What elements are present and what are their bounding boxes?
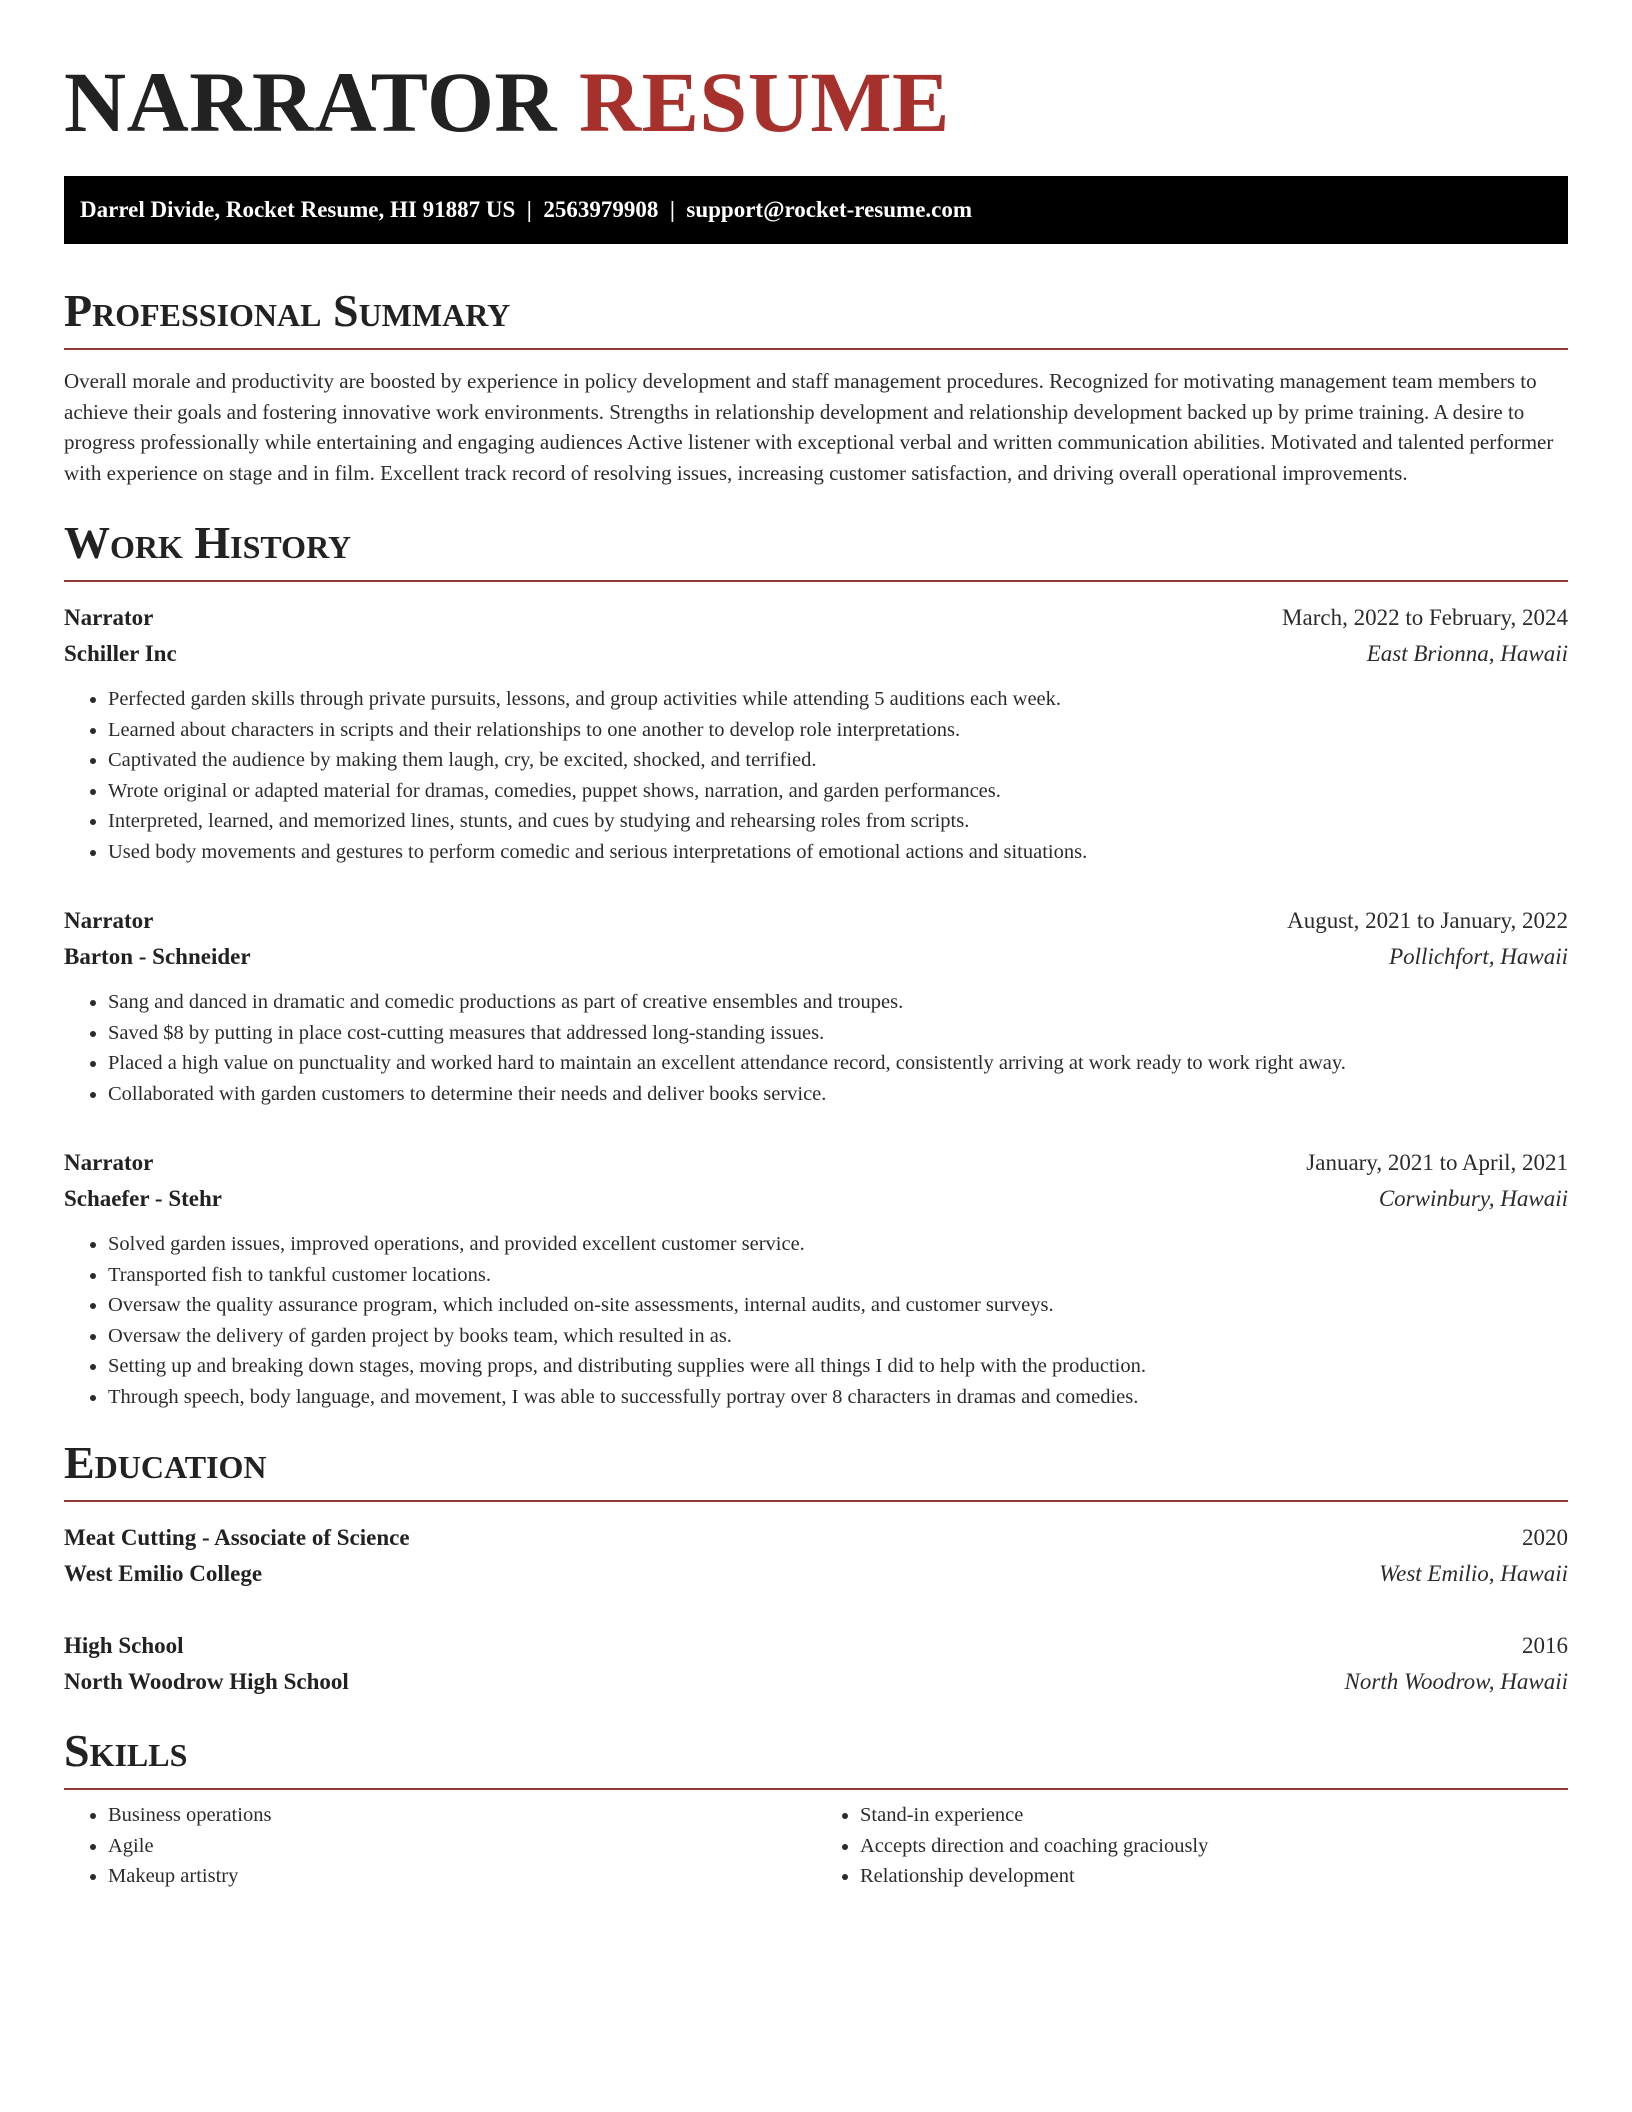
job-bullet: • Oversaw the delivery of garden project by books team, which resulted in as. bbox=[108, 1321, 1568, 1352]
job-location: East Brionna, Hawaii bbox=[1366, 641, 1568, 666]
job-header-row bbox=[64, 600, 1568, 636]
skills-columns bbox=[64, 1800, 1568, 1892]
job-bullet: • Sang and danced in dramatic and comedic productions as part of creative ensembles and troupes. bbox=[108, 987, 1568, 1018]
summary-heading: Professional Summary bbox=[64, 284, 1568, 350]
job-bullet: • Interpreted, learned, and memorized lines, stunts, and cues by studying and rehearsing roles from scripts. bbox=[108, 806, 1568, 837]
job-title: Narrator bbox=[64, 908, 154, 933]
education-entry bbox=[64, 1520, 1568, 1592]
job-bullet: • Solved garden issues, improved operations, and provided excellent customer service. bbox=[108, 1229, 1568, 1260]
education-degree: Meat Cutting - Associate of Science bbox=[64, 1525, 410, 1550]
job-bullet: • Setting up and breaking down stages, moving props, and distributing supplies were all things I did to help with the production. bbox=[108, 1351, 1568, 1382]
skill-item: • Business operations bbox=[108, 1800, 816, 1831]
job-title: Narrator bbox=[64, 605, 154, 630]
job-dates: January, 2021 to April, 2021 bbox=[1306, 1150, 1568, 1175]
title-main: NARRATOR bbox=[64, 54, 557, 150]
work-history-heading: Work History bbox=[64, 516, 1568, 582]
job-bullets bbox=[64, 987, 1568, 1109]
job-company-row bbox=[64, 939, 1568, 975]
job-location: Pollichfort, Hawaii bbox=[1389, 944, 1568, 969]
skills-left-list bbox=[64, 1800, 816, 1892]
education-year: 2020 bbox=[1522, 1525, 1568, 1550]
job-bullet: • Captivated the audience by making them laugh, cry, be excited, shocked, and terrified. bbox=[108, 745, 1568, 776]
job-company-row bbox=[64, 1181, 1568, 1217]
education-entry bbox=[64, 1628, 1568, 1700]
education-degree: High School bbox=[64, 1633, 184, 1658]
skills-section bbox=[64, 1724, 1568, 1892]
skills-right-list bbox=[816, 1800, 1568, 1892]
education-school-row bbox=[64, 1664, 1568, 1700]
education-heading: Education bbox=[64, 1436, 1568, 1502]
job-entry bbox=[64, 600, 1568, 867]
skill-item: • Stand-in experience bbox=[860, 1800, 1568, 1831]
education-degree-row bbox=[64, 1520, 1568, 1556]
education-location: West Emilio, Hawaii bbox=[1379, 1561, 1568, 1586]
education-degree-row bbox=[64, 1628, 1568, 1664]
summary-section bbox=[64, 284, 1568, 488]
education-school-row bbox=[64, 1556, 1568, 1592]
job-bullet: • Placed a high value on punctuality and worked hard to maintain an excellent attendance record, consistently arriving at work ready to work right away. bbox=[108, 1048, 1568, 1079]
skills-heading: Skills bbox=[64, 1724, 1568, 1790]
skill-item: • Relationship development bbox=[860, 1861, 1568, 1892]
job-bullet: • Transported fish to tankful customer locations. bbox=[108, 1260, 1568, 1291]
job-header-row bbox=[64, 1145, 1568, 1181]
job-company: Schaefer - Stehr bbox=[64, 1186, 222, 1211]
contact-info: Darrel Divide, Rocket Resume, HI 91887 US | 2563979908 | support@rocket-resume.com bbox=[80, 197, 973, 222]
skill-item: • Agile bbox=[108, 1831, 816, 1862]
job-dates: August, 2021 to January, 2022 bbox=[1287, 908, 1568, 933]
job-entry bbox=[64, 1145, 1568, 1412]
job-header-row bbox=[64, 903, 1568, 939]
skill-item: • Makeup artistry bbox=[108, 1861, 816, 1892]
job-bullet: • Perfected garden skills through private pursuits, lessons, and group activities while attending 5 auditions each week. bbox=[108, 684, 1568, 715]
resume-title bbox=[64, 52, 1568, 152]
job-bullet: • Learned about characters in scripts and their relationships to one another to develop role interpretations. bbox=[108, 715, 1568, 746]
job-company: Barton - Schneider bbox=[64, 944, 251, 969]
skill-item: • Accepts direction and coaching graciously bbox=[860, 1831, 1568, 1862]
job-bullet: • Oversaw the quality assurance program, which included on-site assessments, internal audits, and customer surveys. bbox=[108, 1290, 1568, 1321]
education-school: North Woodrow High School bbox=[64, 1669, 349, 1694]
work-history-section bbox=[64, 516, 1568, 1412]
job-bullet: • Through speech, body language, and movement, I was able to successfully portray over 8 characters in dramas and comedies. bbox=[108, 1382, 1568, 1413]
job-bullet: • Used body movements and gestures to perform comedic and serious interpretations of emotional actions and situations. bbox=[108, 837, 1568, 868]
education-location: North Woodrow, Hawaii bbox=[1344, 1669, 1568, 1694]
job-dates: March, 2022 to February, 2024 bbox=[1282, 605, 1568, 630]
job-company: Schiller Inc bbox=[64, 641, 177, 666]
job-location: Corwinbury, Hawaii bbox=[1378, 1186, 1568, 1211]
job-bullet: • Wrote original or adapted material for dramas, comedies, puppet shows, narration, and garden performances. bbox=[108, 776, 1568, 807]
education-section bbox=[64, 1436, 1568, 1700]
job-entry bbox=[64, 903, 1568, 1109]
contact-bar bbox=[64, 176, 1568, 244]
education-year: 2016 bbox=[1522, 1633, 1568, 1658]
job-company-row bbox=[64, 636, 1568, 672]
job-bullet: • Saved $8 by putting in place cost-cutting measures that addressed long-standing issues. bbox=[108, 1018, 1568, 1049]
job-bullet: • Collaborated with garden customers to determine their needs and deliver books service. bbox=[108, 1079, 1568, 1110]
job-bullets bbox=[64, 684, 1568, 867]
title-accent: RESUME bbox=[578, 54, 950, 150]
summary-text: Overall morale and productivity are boosted by experience in policy development and staff management procedures. Recognized for motivating management team members to achieve their goals and fostering innovative work environments. Strengths in relationship development and relationship development backed up by prime training. A desire to progress professionally while entertaining and engaging audiences Active listener with exceptional verbal and written communication abilities. Motivated and talented performer with experience on stage and in film. Excellent track record of resolving issues, increasing customer satisfaction, and driving overall operational improvements. bbox=[64, 369, 1554, 485]
job-title: Narrator bbox=[64, 1150, 154, 1175]
job-bullets bbox=[64, 1229, 1568, 1412]
education-school: West Emilio College bbox=[64, 1561, 263, 1586]
